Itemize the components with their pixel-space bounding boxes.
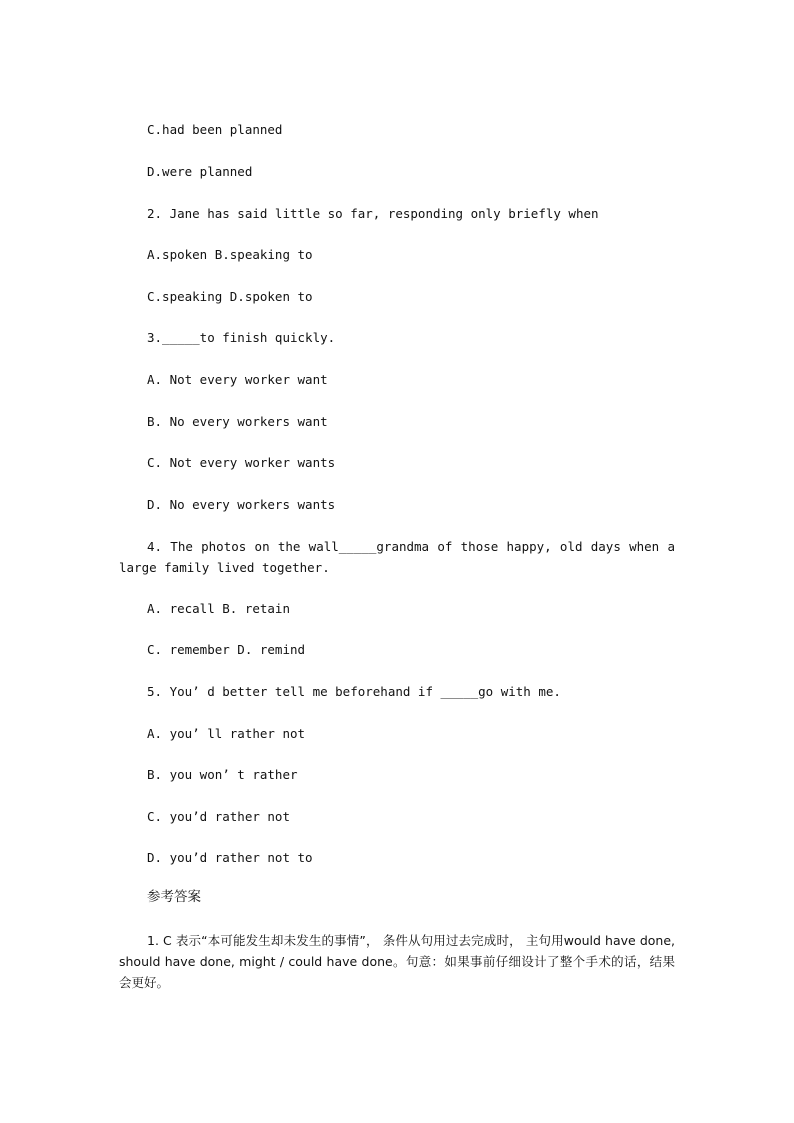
options-ab-q2: A.spoken B.speaking to <box>147 247 313 262</box>
option-a-q3: A. Not every worker want <box>147 372 328 387</box>
question-2: 2. Jane has said little so far, responding only briefly when <box>147 206 599 221</box>
option-a-q5: A. you’ ll rather not <box>147 726 306 741</box>
options-cd-q2: C.speaking D.spoken to <box>147 289 313 304</box>
question-3: 3._____to finish quickly. <box>147 330 336 345</box>
answer-1-explanation: 1. C 表示“本可能发生却未发生的事情”， 条件从句用过去完成时， 主句用would have done, should have done, might / could have done。句意：如果事前仔细设计了整个手术的话，结果会更好。 <box>119 933 675 990</box>
options-cd-q4: C. remember D. remind <box>147 642 306 657</box>
option-b-q5: B. you won’ t rather <box>147 767 298 782</box>
option-d-q1: D.were planned <box>147 164 253 179</box>
option-c-q3: C. Not every worker wants <box>147 455 336 470</box>
option-d-q5: D. you’d rather not to <box>147 850 313 865</box>
question-5: 5. You’ d better tell me beforehand if _____go with me. <box>147 684 561 699</box>
option-b-q3: B. No every workers want <box>147 414 328 429</box>
option-d-q3: D. No every workers wants <box>147 497 336 512</box>
answer-heading: 参考答案 <box>147 889 201 905</box>
option-c-q1: C.had been planned <box>147 122 283 137</box>
options-ab-q4: A. recall B. retain <box>147 601 290 616</box>
question-4: 4. The photos on the wall_____grandma of those happy, old days when a large family lived together. <box>119 539 675 575</box>
option-c-q5: C. you’d rather not <box>147 809 290 824</box>
